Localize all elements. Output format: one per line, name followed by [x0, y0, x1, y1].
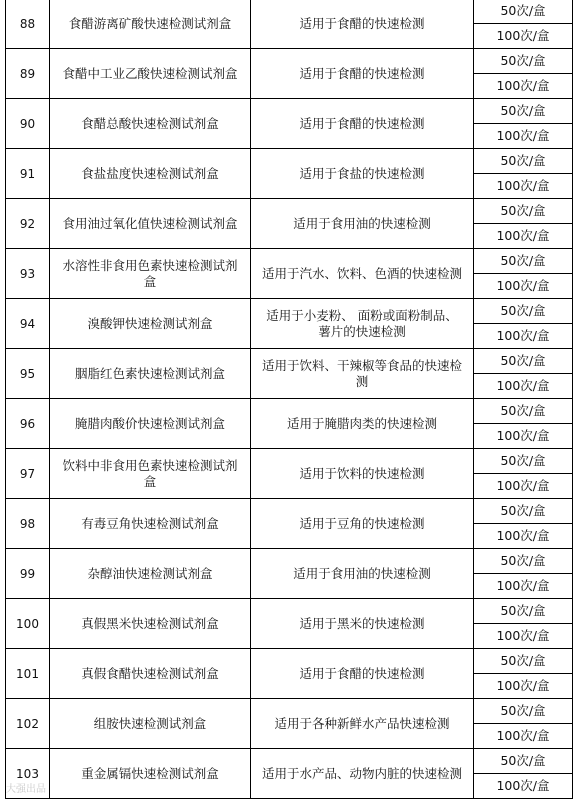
package-size-100: 100次/盒: [474, 774, 573, 799]
table-row: [6, 599, 573, 624]
product-name: 组胺快速检测试剂盒: [50, 699, 251, 749]
product-name: 杂醇油快速检测试剂盒: [50, 549, 251, 599]
package-size-100: 100次/盒: [474, 274, 573, 299]
table-row: [6, 199, 573, 224]
product-usage: 适用于汽水、饮料、色酒的快速检测: [251, 249, 474, 299]
product-usage: 适用于饮料的快速检测: [251, 449, 474, 499]
row-number: 101: [6, 649, 50, 699]
row-number: 92: [6, 199, 50, 249]
product-name: 有毒豆角快速检测试剂盒: [50, 499, 251, 549]
product-usage: 适用于黑米的快速检测: [251, 599, 474, 649]
product-name: 食盐盐度快速检测试剂盒: [50, 149, 251, 199]
product-name: 食醋游离矿酸快速检测试剂盒: [50, 0, 251, 49]
package-size-100: 100次/盒: [474, 74, 573, 99]
package-size-100: 100次/盒: [474, 724, 573, 749]
row-number: 89: [6, 49, 50, 99]
product-usage: 适用于食盐的快速检测: [251, 149, 474, 199]
row-number: 103: [6, 749, 50, 799]
product-name: 重金属镉快速检测试剂盒: [50, 749, 251, 799]
row-number: 91: [6, 149, 50, 199]
package-size-50: 50次/盒: [474, 749, 573, 774]
package-size-100: 100次/盒: [474, 374, 573, 399]
package-size-50: 50次/盒: [474, 449, 573, 474]
product-name: 胭脂红色素快速检测试剂盒: [50, 349, 251, 399]
package-size-50: 50次/盒: [474, 599, 573, 624]
table-row: [6, 99, 573, 124]
table-row: [6, 699, 573, 724]
row-number: 96: [6, 399, 50, 449]
package-size-100: 100次/盒: [474, 624, 573, 649]
row-number: 93: [6, 249, 50, 299]
package-size-50: 50次/盒: [474, 0, 573, 24]
package-size-100: 100次/盒: [474, 474, 573, 499]
table-row: [6, 449, 573, 474]
row-number: 95: [6, 349, 50, 399]
product-name: 食醋总酸快速检测试剂盒: [50, 99, 251, 149]
product-usage: 适用于水产品、动物内脏的快速检测: [251, 749, 474, 799]
product-name: 饮料中非食用色素快速检测试剂盒: [50, 449, 251, 499]
product-usage: 适用于食醋的快速检测: [251, 49, 474, 99]
package-size-100: 100次/盒: [474, 574, 573, 599]
product-name: 食醋中工业乙酸快速检测试剂盒: [50, 49, 251, 99]
package-size-100: 100次/盒: [474, 24, 573, 49]
table-row: [6, 749, 573, 774]
package-size-100: 100次/盒: [474, 124, 573, 149]
product-usage: 适用于小麦粉、 面粉或面粉制品、薯片的快速检测: [251, 299, 474, 349]
table-row: [6, 399, 573, 424]
package-size-50: 50次/盒: [474, 99, 573, 124]
table-row: [6, 549, 573, 574]
package-size-100: 100次/盒: [474, 324, 573, 349]
product-name: 腌腊肉酸价快速检测试剂盒: [50, 399, 251, 449]
package-size-50: 50次/盒: [474, 299, 573, 324]
table-row: [6, 49, 573, 74]
row-number: 102: [6, 699, 50, 749]
table-row: [6, 649, 573, 674]
package-size-50: 50次/盒: [474, 149, 573, 174]
product-name: 食用油过氧化值快速检测试剂盒: [50, 199, 251, 249]
row-number: 98: [6, 499, 50, 549]
package-size-100: 100次/盒: [474, 674, 573, 699]
row-number: 88: [6, 0, 50, 49]
product-usage: 适用于饮料、干辣椒等食品的快速检测: [251, 349, 474, 399]
product-name: 溴酸钾快速检测试剂盒: [50, 299, 251, 349]
package-size-50: 50次/盒: [474, 349, 573, 374]
product-name: 真假黑米快速检测试剂盒: [50, 599, 251, 649]
product-usage: 适用于食醋的快速检测: [251, 649, 474, 699]
package-size-100: 100次/盒: [474, 174, 573, 199]
product-name: 真假食醋快速检测试剂盒: [50, 649, 251, 699]
product-usage: 适用于各种新鲜水产品快速检测: [251, 699, 474, 749]
package-size-100: 100次/盒: [474, 424, 573, 449]
package-size-50: 50次/盒: [474, 199, 573, 224]
package-size-100: 100次/盒: [474, 524, 573, 549]
package-size-50: 50次/盒: [474, 649, 573, 674]
row-number: 94: [6, 299, 50, 349]
package-size-50: 50次/盒: [474, 499, 573, 524]
package-size-50: 50次/盒: [474, 699, 573, 724]
package-size-50: 50次/盒: [474, 49, 573, 74]
table-row: [6, 299, 573, 324]
row-number: 90: [6, 99, 50, 149]
product-name: 水溶性非食用色素快速检测试剂盒: [50, 249, 251, 299]
product-usage: 适用于腌腊肉类的快速检测: [251, 399, 474, 449]
watermark: 大强出品: [6, 784, 46, 795]
package-size-50: 50次/盒: [474, 549, 573, 574]
table-row: [6, 0, 573, 24]
product-table: [5, 0, 573, 799]
row-number: 97: [6, 449, 50, 499]
row-number: 100: [6, 599, 50, 649]
product-usage: 适用于豆角的快速检测: [251, 499, 474, 549]
table-row: [6, 149, 573, 174]
table-row: [6, 349, 573, 374]
product-usage: 适用于食用油的快速检测: [251, 549, 474, 599]
product-usage: 适用于食用油的快速检测: [251, 199, 474, 249]
package-size-100: 100次/盒: [474, 224, 573, 249]
product-usage: 适用于食醋的快速检测: [251, 99, 474, 149]
package-size-50: 50次/盒: [474, 399, 573, 424]
table-row: [6, 249, 573, 274]
package-size-50: 50次/盒: [474, 249, 573, 274]
row-number: 99: [6, 549, 50, 599]
product-usage: 适用于食醋的快速检测: [251, 0, 474, 49]
table-row: [6, 499, 573, 524]
product-table-body: [6, 0, 573, 799]
